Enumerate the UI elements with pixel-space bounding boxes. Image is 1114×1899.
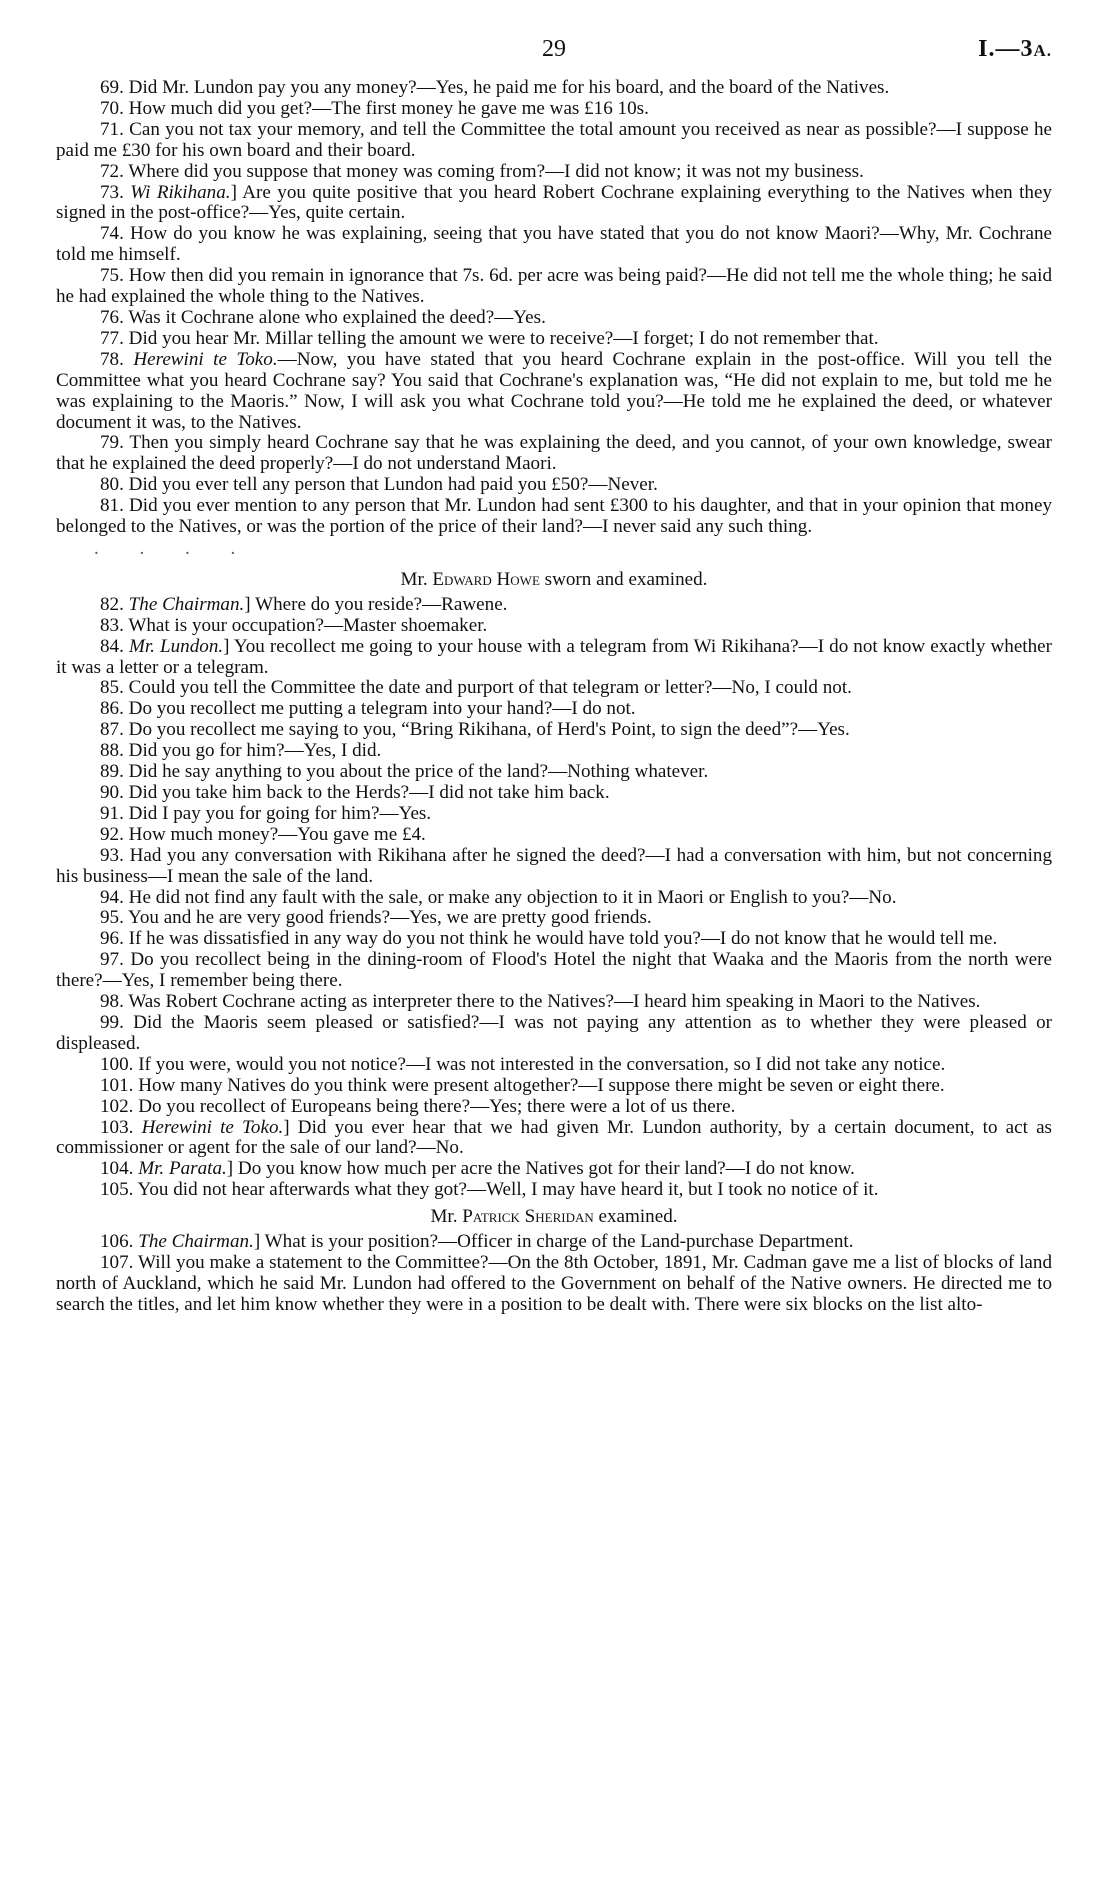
question-paragraph [56, 433, 1052, 475]
question-paragraph [56, 950, 1052, 992]
question-text: ] What is your position?—Officer in charge of the Land-purchase Department. [253, 1231, 854, 1253]
question-paragraph [56, 992, 1052, 1013]
question-text: ] Are you quite positive that you heard Robert Cochrane explaining everything to the Natives when they signed in the post-office?—Yes, quite certain. [56, 181, 1052, 224]
question-paragraph [56, 783, 1052, 804]
question-text: He did not find any fault with the sale, or make any objection to it in Maori or English to you?—No. [128, 886, 897, 908]
question-text: Do you recollect being in the dining-room of Flood's Hotel the night that Waaka and the Maoris from the north were there?—Yes, I remember being there. [56, 949, 1052, 992]
question-number: 89. [100, 761, 124, 783]
question-number: 77. [100, 327, 124, 349]
question-text: Do you recollect me saying to you, “Bring Rikihana, of Herd's Point, to sign the deed”?—Yes. [128, 719, 850, 741]
question-text: Did the Maoris seem pleased or satisfied?—I was not paying any attention as to whether they were pleased or displeased. [56, 1011, 1052, 1054]
question-number: 73. [100, 181, 124, 203]
question-paragraph [56, 162, 1052, 183]
question-number: 83. [100, 614, 124, 636]
question-paragraph [56, 1232, 1052, 1253]
question-text: Did he say anything to you about the price of the land?—Nothing whatever. [128, 761, 709, 783]
question-number: 72. [100, 160, 124, 182]
question-text: ] Where do you reside?—Rawene. [244, 593, 508, 615]
question-number: 79. [100, 432, 124, 454]
question-number: 78. [100, 348, 124, 370]
question-number: 106. [100, 1231, 134, 1253]
question-text: Could you tell the Committee the date and purport of that telegram or letter?—No, I could not. [128, 677, 852, 699]
question-text: —Now, you have stated that you heard Cochrane explain in the post-office. Will you tell the Committee what you heard Cochrane say? You said that Cochrane's explanation was, “He did not explain to me, but told me he was explaining to the Maoris.” Now, I will ask you what Cochrane told you?—He told me he explained the deed, or whatever document it was, to the Natives. [56, 348, 1052, 433]
question-number: 98. [100, 991, 124, 1013]
question-number: 107. [100, 1251, 134, 1273]
witness-name: Edward Howe [432, 568, 540, 590]
speaker-name: The Chairman. [128, 593, 245, 615]
question-number: 82. [100, 593, 124, 615]
question-paragraph [56, 804, 1052, 825]
question-number: 84. [100, 635, 124, 657]
witness-name: Patrick Sheridan [462, 1206, 594, 1228]
document-page [56, 30, 1052, 1316]
evidence-section-3 [56, 1232, 1052, 1316]
question-paragraph [56, 224, 1052, 266]
question-number: 103. [100, 1116, 134, 1138]
question-number: 99. [100, 1011, 124, 1033]
question-text: Was Robert Cochrane acting as interpreter there to the Natives?—I heard him speaking in Maori to the Natives. [128, 991, 981, 1013]
question-text: Did Mr. Lundon pay you any money?—Yes, he paid me for his board, and the board of the Natives. [128, 77, 890, 98]
question-number: 93. [100, 844, 124, 866]
question-paragraph [56, 846, 1052, 888]
question-number: 90. [100, 782, 124, 803]
heading-suffix: examined. [593, 1206, 678, 1228]
question-number: 94. [100, 886, 124, 908]
heading-prefix: Mr. [430, 1206, 463, 1228]
question-paragraph [56, 1055, 1052, 1076]
question-text: How then did you remain in ignorance that 7s. 6d. per acre was being paid?—He did not tell me the whole thing; he said he had explained the whole thing to the Natives. [56, 265, 1052, 308]
question-text: ] Do you know how much per acre the Natives got for their land?—I do not know. [226, 1158, 855, 1180]
question-number: 96. [100, 928, 124, 950]
question-paragraph [56, 762, 1052, 783]
question-number: 81. [100, 495, 124, 517]
question-text: Then you simply heard Cochrane say that he was explaining the deed, and you cannot, of your own knowledge, swear that he explained the deed properly?—I do not understand Maori. [56, 432, 1052, 475]
witness-heading-howe [56, 570, 1052, 591]
question-number: 74. [100, 223, 124, 245]
question-text: ] You recollect me going to your house with a telegram from Wi Rikihana?—I do not know exactly whether it was a letter or a telegram. [56, 635, 1052, 678]
question-paragraph [56, 120, 1052, 162]
question-text: How many Natives do you think were present altogether?—I suppose there might be seven or eight there. [138, 1074, 945, 1096]
paper-reference-prefix: I.—3 [978, 36, 1034, 62]
question-text: If he was dissatisfied in any way do you not think he would have told you?—I do not know that he would tell me. [128, 928, 998, 950]
question-paragraph [56, 825, 1052, 846]
question-number: 87. [100, 719, 124, 741]
question-paragraph [56, 183, 1052, 225]
question-number: 97. [100, 949, 124, 971]
question-paragraph [56, 720, 1052, 741]
question-paragraph [56, 678, 1052, 699]
speaker-name: The Chairman. [138, 1231, 254, 1253]
speaker-name: Mr. Lundon. [128, 635, 224, 657]
speaker-name: Mr. Parata. [138, 1158, 227, 1180]
question-text: How much did you get?—The first money he gave me was £16 10s. [128, 97, 649, 119]
question-text: Did you ever tell any person that Lundon had paid you £50?—Never. [128, 474, 658, 496]
question-paragraph [56, 1159, 1052, 1180]
heading-suffix: sworn and examined. [539, 568, 708, 590]
question-number: 92. [100, 823, 124, 845]
question-number: 101. [100, 1074, 134, 1096]
question-paragraph [56, 908, 1052, 929]
question-paragraph [56, 595, 1052, 616]
question-number: 80. [100, 474, 124, 496]
question-number: 91. [100, 802, 124, 824]
question-paragraph [56, 1180, 1052, 1201]
question-number: 69. [100, 77, 124, 98]
question-number: 70. [100, 97, 124, 119]
question-paragraph [56, 616, 1052, 637]
question-paragraph [56, 1013, 1052, 1055]
question-text: Do you recollect of Europeans being there?—Yes; there were a lot of us there. [138, 1095, 736, 1117]
question-number: 105. [100, 1179, 134, 1201]
question-paragraph [56, 888, 1052, 909]
question-text: You and he are very good friends?—Yes, we are pretty good friends. [127, 907, 652, 929]
question-number: 75. [100, 265, 124, 287]
question-text: Had you any conversation with Rikihana after he signed the deed?—I had a conversation with him, but not concerning his business—I mean the sale of the land. [56, 844, 1052, 887]
question-text: Will you make a statement to the Committee?—On the 8th October, 1891, Mr. Cadman gave me a list of blocks of land north of Auckland, which he said Mr. Lundon had offered to the Government on behalf of the Native owners. He directed me to search the titles, and let him know whether they were in a position to be dealt with. There were six blocks on the list alto- [56, 1251, 1052, 1315]
question-number: 100. [100, 1053, 134, 1075]
question-paragraph [56, 308, 1052, 329]
question-number: 88. [100, 740, 124, 762]
question-paragraph [56, 350, 1052, 434]
question-paragraph [56, 1097, 1052, 1118]
evidence-section-2 [56, 595, 1052, 1201]
question-text: How do you know he was explaining, seeing that you have stated that you do not know Maori?—Why, Mr. Cochrane told me himself. [56, 223, 1052, 266]
heading-prefix: Mr. [400, 568, 433, 590]
page-header [56, 30, 1052, 78]
speaker-name: Herewini te Toko. [133, 348, 278, 370]
question-text: Did I pay you for going for him?—Yes. [128, 802, 432, 824]
question-paragraph [56, 329, 1052, 350]
question-paragraph [56, 699, 1052, 720]
speaker-name: Wi Rikihana. [130, 181, 231, 203]
ellipsis-dots: . . . . [94, 537, 254, 559]
evidence-section-1 [56, 78, 1052, 538]
question-text: You did not hear afterwards what they got?—Well, I may have heard it, but I took no notice of it. [137, 1179, 879, 1201]
question-paragraph [56, 1253, 1052, 1316]
question-paragraph [56, 266, 1052, 308]
question-number: 85. [100, 677, 124, 699]
paper-reference-suffix: A. [1033, 41, 1052, 60]
question-paragraph [56, 475, 1052, 496]
speaker-name: Herewini te Toko. [141, 1116, 284, 1138]
question-number: 95. [100, 907, 124, 929]
question-text: Did you go for him?—Yes, I did. [128, 740, 382, 762]
question-number: 86. [100, 698, 124, 720]
question-text: Where did you suppose that money was coming from?—I did not know; it was not my business. [128, 160, 864, 182]
question-paragraph [56, 496, 1052, 538]
question-text: Did you hear Mr. Millar telling the amount we were to receive?—I forget; I do not remember that. [128, 327, 879, 349]
question-text: ] Did you ever hear that we had given Mr. Lundon authority, by a certain document, to act as commissioner or agent for the sale of our land?—No. [56, 1116, 1052, 1159]
question-text: How much money?—You gave me £4. [128, 823, 426, 845]
question-paragraph [56, 929, 1052, 950]
question-paragraph [56, 1076, 1052, 1097]
question-paragraph [56, 99, 1052, 120]
question-number: 71. [100, 118, 124, 140]
paper-reference [978, 36, 1052, 63]
question-number: 104. [100, 1158, 134, 1180]
question-text: Do you recollect me putting a telegram into your hand?—I do not. [128, 698, 636, 720]
question-text: Did you ever mention to any person that Mr. Lundon had sent £300 to his daughter, and that in your opinion that money belonged to the Natives, or was the portion of the price of their land?—I never said any such thing. [56, 495, 1052, 538]
question-text: Did you take him back to the Herds?—I did not take him back. [128, 782, 610, 803]
question-paragraph [56, 741, 1052, 762]
question-number: 76. [100, 306, 124, 328]
question-paragraph [56, 1118, 1052, 1160]
witness-heading-sheridan [56, 1207, 1052, 1228]
question-text: What is your occupation?—Master shoemaker. [128, 614, 488, 636]
question-number: 102. [100, 1095, 134, 1117]
question-text: Can you not tax your memory, and tell the Committee the total amount you received as near as possible?—I suppose he paid me £30 for his own board and their board. [56, 118, 1052, 161]
question-text: If you were, would you not notice?—I was not interested in the conversation, so I did not take any notice. [138, 1053, 946, 1075]
question-text: Was it Cochrane alone who explained the deed?—Yes. [128, 306, 546, 328]
question-paragraph [56, 78, 1052, 99]
page-number: 29 [542, 36, 566, 62]
question-paragraph [56, 637, 1052, 679]
